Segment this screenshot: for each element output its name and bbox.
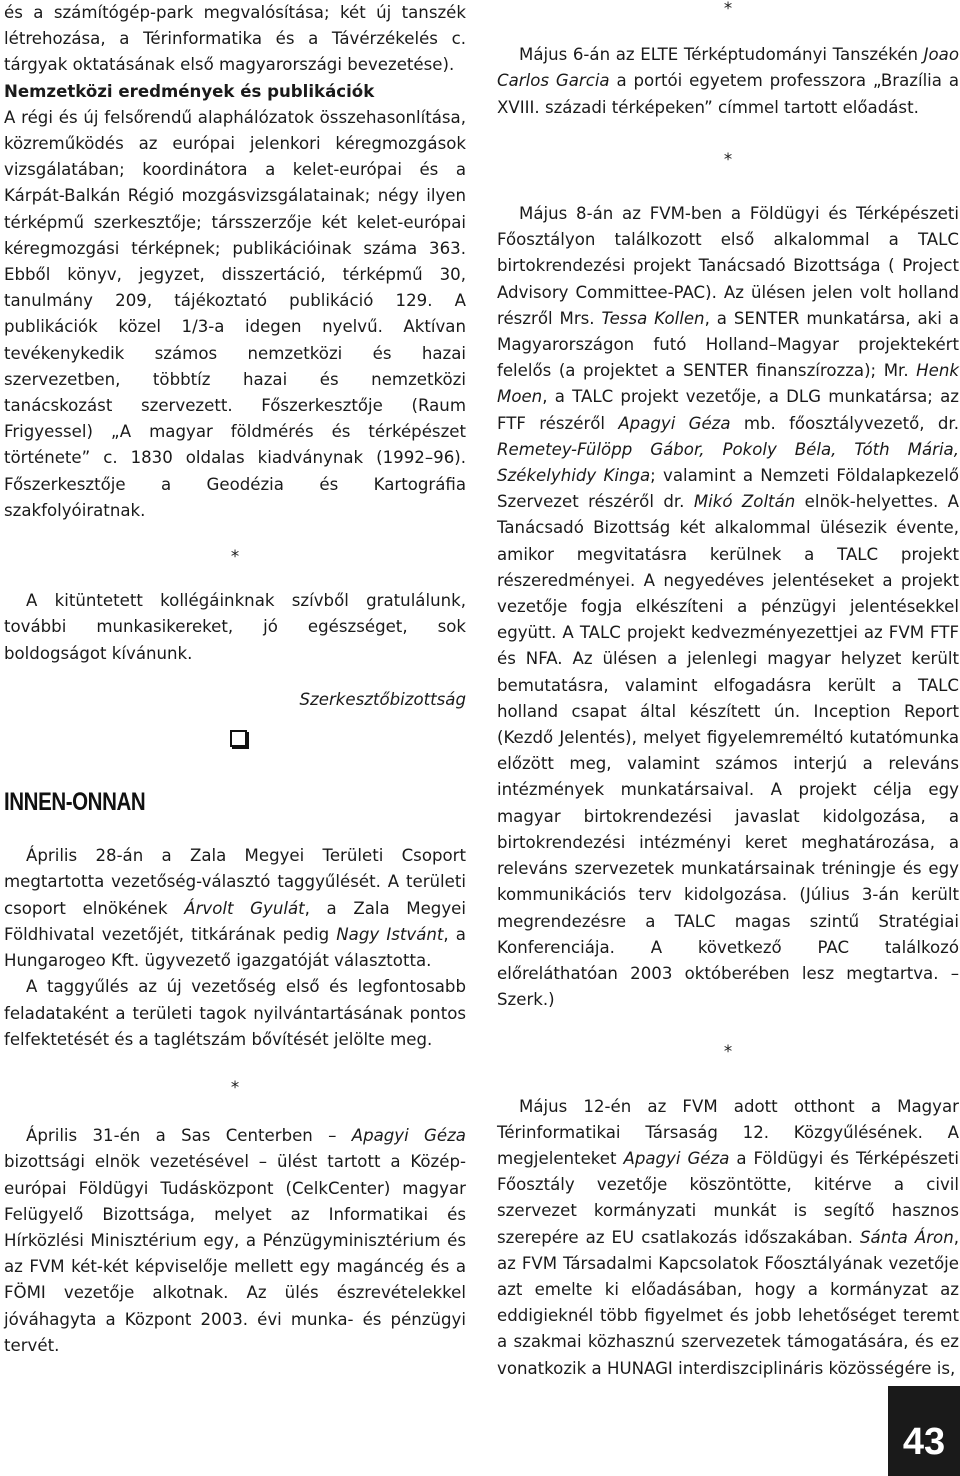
results-paragraph: A régi és új felsőrendű alaphálózatok összehasonlítása, közreműködés az európai jelenkori kéregmozgások vizsgálatában; koordinátora a kelet-európai és a Kárpát-Balkán Régió mozgásvizsgálatainak; négy ilyen térképmű szerkesztője; társszerzője két kelet-európai kéregmozgási térképnek; publikációinak száma 363. Ebből könyv, jegyzet, disszertáció, térképmű 30, tanulmány 209, tájékoztató publikáció 129. A publikációk közel 1/3-a idegen nyelvű. Aktívan tevékenykedik számos nemzetközi és hazai szervezetben, többtíz hazai és nemzetközi tanácskozást szervezett. Főszerkesztője (Raum Frigyessel) „A magyar földmérés és térképészet története” c. 1830 oldalas kiadványnak (1992–96). Főszerkesztője a Geodézia és Kartográfia szakfolyóiratnak. bbox=[4, 107, 466, 520]
april28-followup: A taggyűlés az új vezetőség első és legfontosabb feladataként a területi tagok nyilvántartásának pontos felfektetését és a taglétszám bővítését jelölte meg. bbox=[4, 977, 466, 1049]
congrats-paragraph: A kitüntetett kollégáinknak szívből gratulálunk, további munkasikereket, jó egészséget, sok boldogságot kívánunk. bbox=[4, 591, 466, 663]
end-mark-icon bbox=[230, 730, 247, 747]
right-column bbox=[497, 0, 959, 1382]
section-heading: Nemzetközi eredmények és publikációk bbox=[4, 81, 375, 101]
separator-star: * bbox=[723, 149, 733, 169]
may12-paragraph: Május 12-én az FVM adott otthont a Magyar Térinformatikai Társaság 12. Közgyűlésének. A megjelenteket Apagyi Géza a Földügyi és Térképészeti Főosztály vezetője köszöntötte, kitérve a civil szervezet kormányzati munkát is segítő hasznos szerepére az EU csatlakozás időszakában. Sánta Áron, az FVM Társadalmi Kapcsolatok Főosztályának vezetője azt emelte ki előadásában, hogy a kormányzat az eddigieknél több figyelmet és jobb lehetőséget teremt a szakmai közhasznú szervezetek támogatására, és ez vonatkozik a HUNAGI interdiszciplináris közösségére is, bbox=[497, 1096, 959, 1378]
separator-star: * bbox=[723, 0, 733, 18]
page-number: 43 bbox=[888, 1386, 960, 1476]
may6-paragraph: Május 6-án az ELTE Térképtudományi Tanszékén Joao Carlos Garcia a portói egyetem professzora „Brazília a XVIII. századi térképeken” címmel tartott előadást. bbox=[497, 45, 959, 117]
separator-star: * bbox=[230, 547, 240, 567]
intro-paragraph: és a számítógép-park megvalósítása; két új tanszék létrehozása, a Térinformatika és a Távérzékelés c. tárgyak oktatásának első magyarországi bevezetése). bbox=[4, 3, 466, 75]
section-title: INNEN-ONNAN bbox=[4, 788, 146, 817]
end-mark-row bbox=[4, 729, 466, 755]
left-column bbox=[4, 0, 466, 1359]
signature: Szerkesztőbizottság bbox=[299, 689, 466, 709]
separator-star: * bbox=[230, 1077, 240, 1097]
separator-star: * bbox=[723, 1042, 733, 1062]
april31-paragraph: Április 31-én a Sas Centerben – Apagyi Géza bizottsági elnök vezetésével – ülést tartott a Közép-európai Földügyi Tudásközpont (CelkCenter) magyar Felügyelő Bizottsága, melyet az Informatikai és Hírközlési Minisztérium egy, a Pénzügyminisztérium és az FVM két-két képviselője mellett egy magáncég és a FÖMI vezetője alkotnak. Az ülés észrevételekkel jóváhagyta a Központ 2003. évi munka- és pénzügyi tervét. bbox=[4, 1126, 466, 1355]
may8-paragraph: Május 8-án az FVM-ben a Földügyi és Térképészeti Főosztályon találkozott első alkalommal a TALC birtokrendezési projekt Tanácsadó Bizottsága ( Project Advisory Committee-PAC). Az ülésen jelen volt holland részről Mrs. Tessa Kollen, a SENTER munkatársa, aki a Magyarországon futó Holland–Magyar projektekért felelős (a projektet a SENTER finanszírozza); Mr. Henk Moen, a TALC projekt vezetője, a DLG munkatársa; az FTF részéről Apagyi Géza mb. főosztályvezető, dr. Remetey-Fülöpp Gábor, Pokoly Béla, Tóth Mária, Székelyhidy Kinga; valamint a Nemzeti Földalapkezelő Szervezet részéről dr. Mikó Zoltán elnök-helyettes. A Tanácsadó Bizottság két alkalommal ülésezik évente, amikor megvitatásra kerülnek a TALC projekt részeredményei. A negyedéves jelentéseket a projekt vezetője fogja elkészíteni a pénzügyi jelentésekkel együtt. A TALC projekt kedvezményezettjei az FVM FTF és NFA. Az ülésen a jelenlegi magyar helyzet került bemutatásra, valamint elfogadásra került a TALC holland csapat által készített ún. Inception Report (Kezdő Jelentés), melyet figyelemreméltó kutatómunka előzött meg, valamint számos interjú a releváns intézmények munkatársaival. A projekt célja egy magyar birtokrendezési javaslat kidolgozása, a birtokrendezési intézményi keret meghatározása, a releváns szervezetek munkatársainak tréningje és egy kommunikációs terv kidolgozása. (Július 3-án került megrendezésre a TALC magas szintű Stratégiai Konferenciája. A következő PAC találkozó előreláthatóan 2003 októberében lesz megtartva. – Szerk.) bbox=[497, 204, 959, 1010]
april28-paragraph: Április 28-án a Zala Megyei Területi Csoport megtartotta vezetőség-választó taggyűlését. A területi csoport elnökének Árvolt Gyulát, a Zala Megyei Földhivatal vezetőjét, titkárának pedig Nagy Istvánt, a Hungarogeo Kft. ügyvezető igazgatóját választotta. bbox=[4, 846, 466, 971]
